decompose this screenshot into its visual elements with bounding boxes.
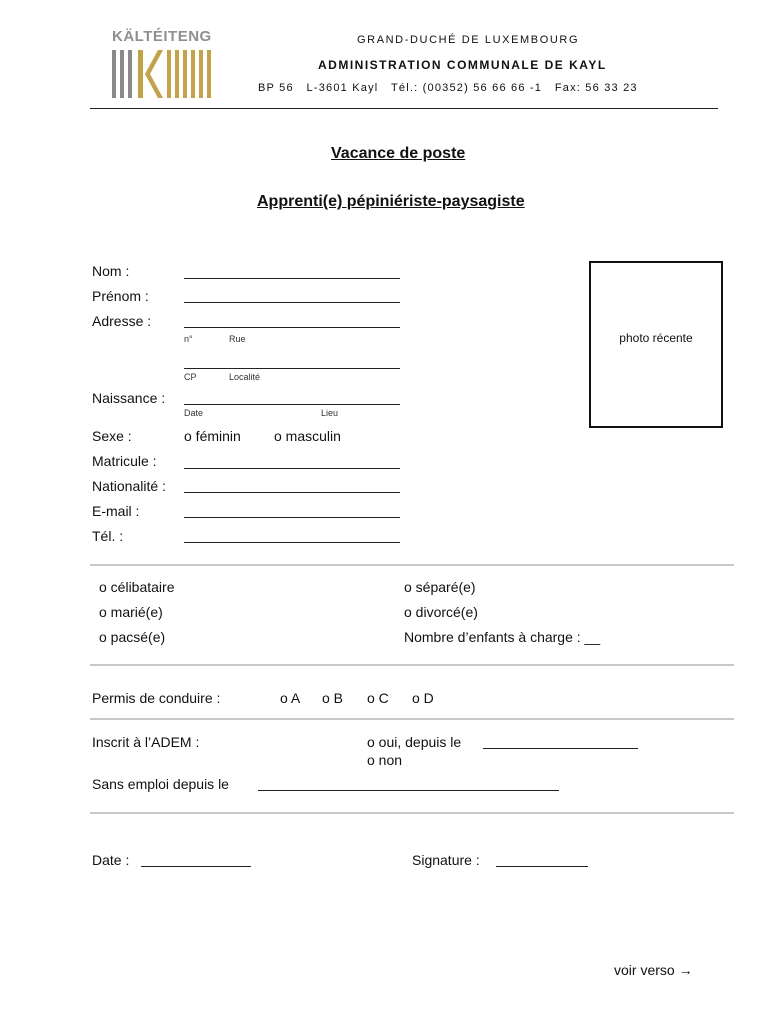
marie-option[interactable]: o marié(e) [99, 604, 163, 620]
email-field[interactable] [184, 501, 400, 518]
lieu-hint: Lieu [321, 408, 339, 418]
children-label[interactable]: Nombre d’enfants à charge : __ [404, 629, 601, 645]
nationalite-field[interactable] [184, 476, 400, 493]
matricule-label: Matricule : [92, 453, 157, 469]
license-c-option[interactable]: o C [367, 690, 389, 706]
divorce-option[interactable]: o divorcé(e) [404, 604, 478, 620]
signature-field[interactable] [496, 850, 588, 867]
numero-hint: n° [184, 334, 193, 344]
nom-field[interactable] [184, 262, 400, 279]
localite-hint: Localité [229, 372, 261, 382]
sexe-feminin-option[interactable]: o féminin [184, 428, 241, 444]
date-hint: Date [184, 408, 204, 418]
adem-since-field[interactable] [483, 732, 638, 749]
tel-field[interactable] [184, 526, 400, 543]
section-divider [90, 664, 734, 666]
page-subtitle: Apprenti(e) pépiniériste-paysagiste [257, 193, 525, 210]
email-label: E-mail : [92, 503, 140, 519]
date-field[interactable] [141, 850, 251, 867]
adresse-label: Adresse : [92, 313, 152, 329]
prenom-label: Prénom : [92, 288, 149, 304]
nom-label: Nom : [92, 263, 130, 279]
header-address: BP 56 L-3601 Kayl Tél.: (00352) 56 66 66 -1 Fax: 56 33 23 [258, 82, 638, 94]
logo-text: KÄLTÉITENG [112, 28, 212, 45]
pacse-option[interactable]: o pacsé(e) [99, 629, 166, 645]
sexe-label: Sexe : [92, 428, 132, 444]
section-divider [90, 812, 734, 814]
header-divider [90, 108, 718, 109]
unemployed-label: Sans emploi depuis le [92, 776, 229, 792]
adem-no-option[interactable]: o non [367, 752, 403, 768]
adresse-locality-field[interactable] [184, 352, 400, 369]
header-country: GRAND-DUCHÉ DE LUXEMBOURG [357, 34, 580, 46]
prenom-field[interactable] [184, 286, 400, 303]
license-d-option[interactable]: o D [412, 690, 434, 706]
voir-verso-link[interactable]: voir verso → [614, 962, 693, 978]
nationalite-label: Nationalité : [92, 478, 166, 494]
adem-yes-option[interactable]: o oui, depuis le [367, 734, 462, 750]
logo-bars-icon [112, 48, 220, 100]
logo [108, 28, 220, 102]
section-divider [90, 718, 734, 720]
photo-label: photo récente [619, 331, 693, 345]
photo-box[interactable] [589, 261, 723, 428]
page-title: Vacance de poste [331, 145, 466, 162]
naissance-field[interactable] [184, 388, 400, 405]
section-divider [90, 564, 734, 566]
adresse-street-field[interactable] [184, 311, 400, 328]
matricule-field[interactable] [184, 452, 400, 469]
adem-label: Inscrit à l’ADEM : [92, 734, 200, 750]
unemployed-since-field[interactable] [258, 774, 559, 791]
header-administration: ADMINISTRATION COMMUNALE DE KAYL [318, 58, 607, 72]
license-label: Permis de conduire : [92, 690, 221, 706]
signature-label: Signature : [412, 852, 480, 868]
tel-label: Tél. : [92, 528, 124, 544]
rue-hint: Rue [229, 334, 246, 344]
license-a-option[interactable]: o A [280, 690, 301, 706]
separe-option[interactable]: o séparé(e) [404, 579, 476, 595]
license-b-option[interactable]: o B [322, 690, 344, 706]
naissance-label: Naissance : [92, 390, 166, 406]
date-label: Date : [92, 852, 130, 868]
celibataire-option[interactable]: o célibataire [99, 579, 175, 595]
sexe-masculin-option[interactable]: o masculin [274, 428, 341, 444]
cp-hint: CP [184, 372, 197, 382]
